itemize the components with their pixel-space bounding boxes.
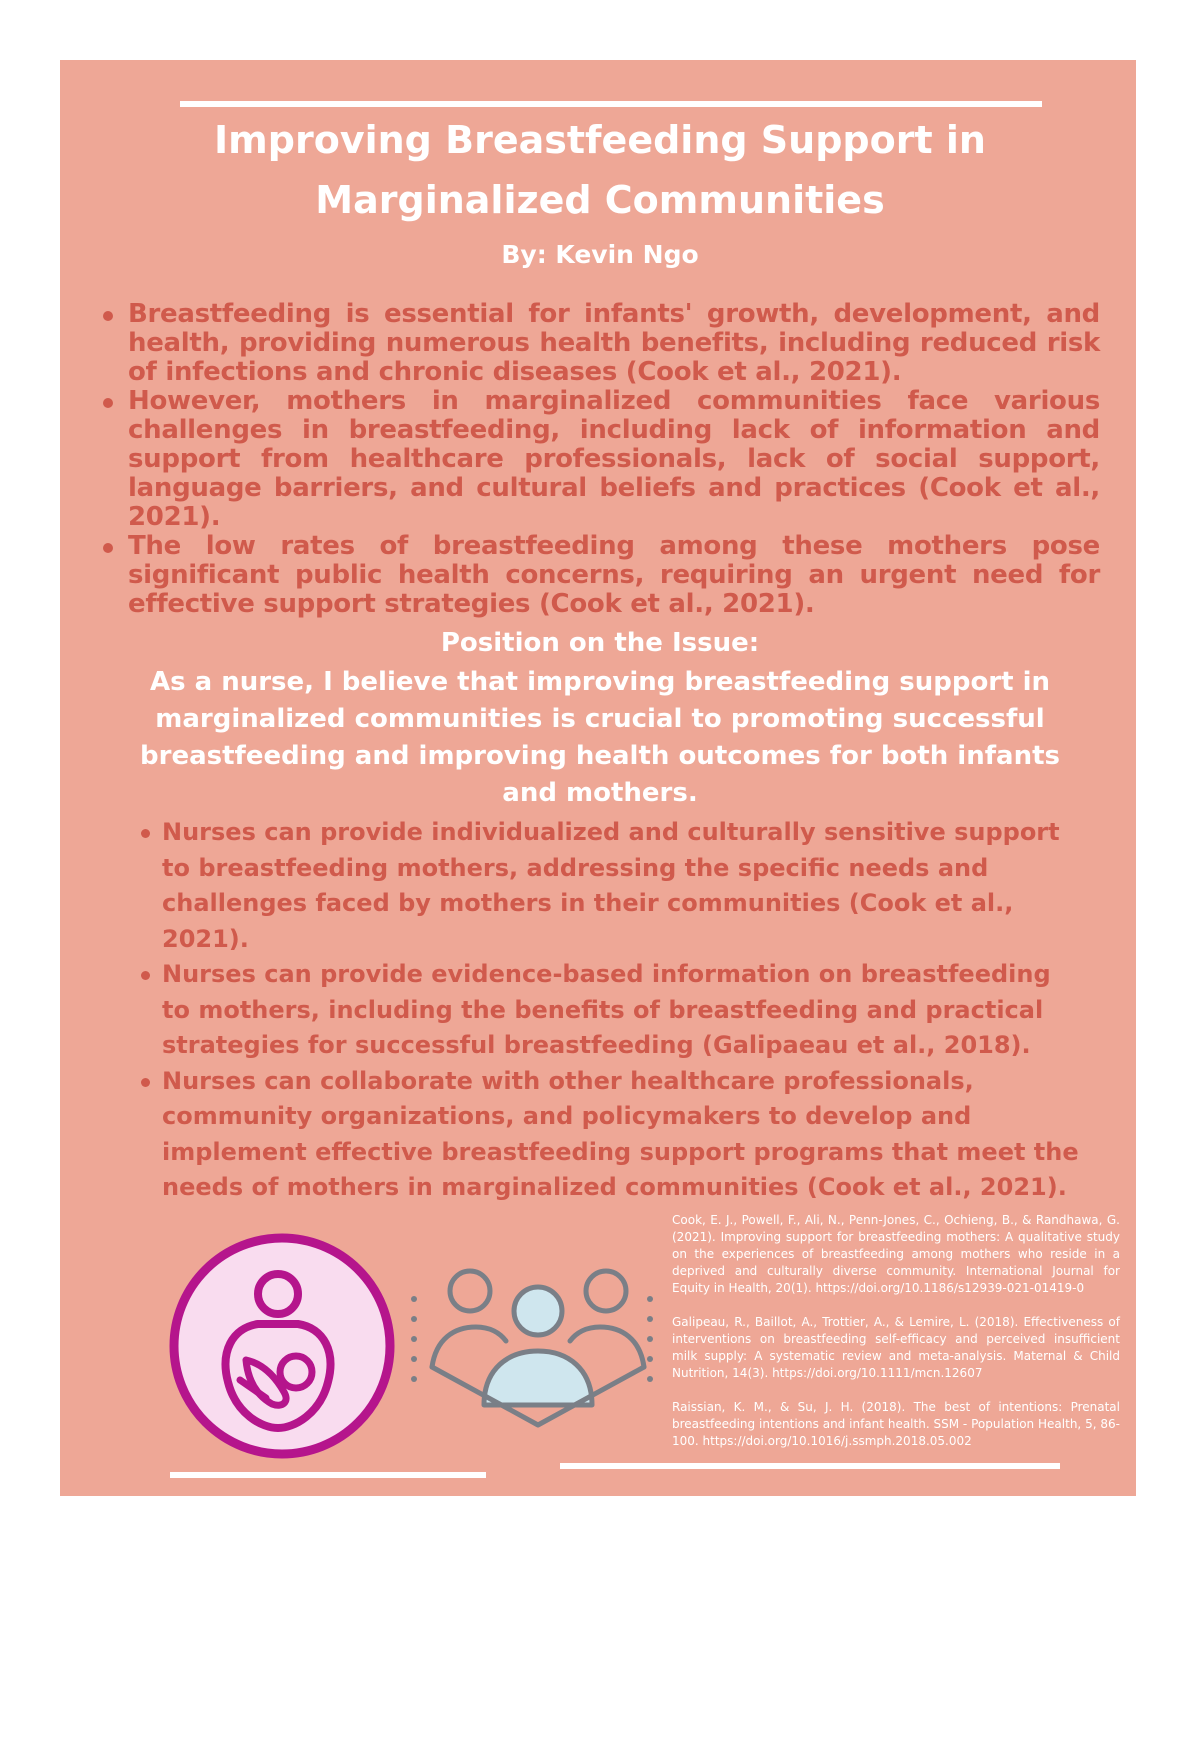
bottom-divider-left (170, 1472, 486, 1478)
nurse-point: Nurses can collaborate with other healthcare professionals, community organizations, and policymakers to develop and implement effective breastfeeding support programs that meet the needs of mothers in marginalized communities (Cook et al., 2021). (135, 1064, 1085, 1206)
community-group-icon (428, 1255, 648, 1430)
bottom-divider-right (560, 1463, 1060, 1469)
position-heading: Position on the Issue: (440, 628, 760, 658)
top-divider (180, 101, 1042, 107)
nurse-point: Nurses can provide individualized and culturally sensitive support to breastfeeding mothers, addressing the specific needs and challenges faced by mothers in their communities (Cook et al., 2021). (135, 815, 1085, 957)
nurse-points-list (135, 815, 1085, 1206)
poster-title: Improving Breastfeeding Support in Marginalized Communities (214, 118, 986, 222)
dotted-divider (645, 1294, 655, 1384)
dotted-divider (409, 1294, 419, 1384)
intro-bullet: However, mothers in marginalized communities face various challenges in breastfeeding, including lack of information and support from healthcare professionals, lack of social support, language barriers, and cultural beliefs and practices (Cook et al., 2021). (98, 387, 1100, 532)
breastfeeding-mother-icon (168, 1232, 396, 1460)
position-statement: As a nurse, I believe that improving breastfeeding support in marginalized communities is crucial to promoting successful breastfeeding and improving health outcomes for both infants and mothers. (140, 667, 1060, 808)
intro-bullet-list (98, 300, 1100, 619)
intro-bullet: Breastfeeding is essential for infants' growth, development, and health, providing numerous health benefits, including reduced risk of infections and chronic diseases (Cook et al., 2021). (98, 300, 1100, 387)
intro-bullet: The low rates of breastfeeding among these mothers pose significant public health concerns, requiring an urgent need for effective support strategies (Cook et al., 2021). (98, 532, 1100, 619)
reference-item: Cook, E. J., Powell, F., Ali, N., Penn-Jones, C., Ochieng, B., & Randhawa, G. (2021). Improving support for breastfeeding mothers: A qualitative study on the experiences of breastfeeding among mothers who reside in a deprived and culturally diverse community. International Journal for Equity in Health, 20(1). https://doi.org/10.1186/s12939-021-01419-0 (672, 1213, 1120, 1295)
reference-item: Galipeau, R., Baillot, A., Trottier, A., & Lemire, L. (2018). Effectiveness of interventions on breastfeeding self-efficacy and perceived insufficient milk supply: A systematic review and meta-analysis. Maternal & Child Nutrition, 14(3). https://doi.org/10.1111/mcn.12607 (672, 1315, 1120, 1380)
author-line: By: Kevin Ngo (501, 240, 699, 269)
references (672, 1212, 1120, 1467)
nurse-point: Nurses can provide evidence-based information on breastfeeding to mothers, including the benefits of breastfeeding and practical strategies for successful breastfeeding (Galipaeau et al., 2018). (135, 957, 1085, 1064)
reference-item: Raissian, K. M., & Su, J. H. (2018). The best of intentions: Prenatal breastfeeding intentions and infant health. SSM - Population Health, 5, 86-100. https://doi.org/10.1016/j.ssmph.2018.05.002 (672, 1400, 1120, 1448)
